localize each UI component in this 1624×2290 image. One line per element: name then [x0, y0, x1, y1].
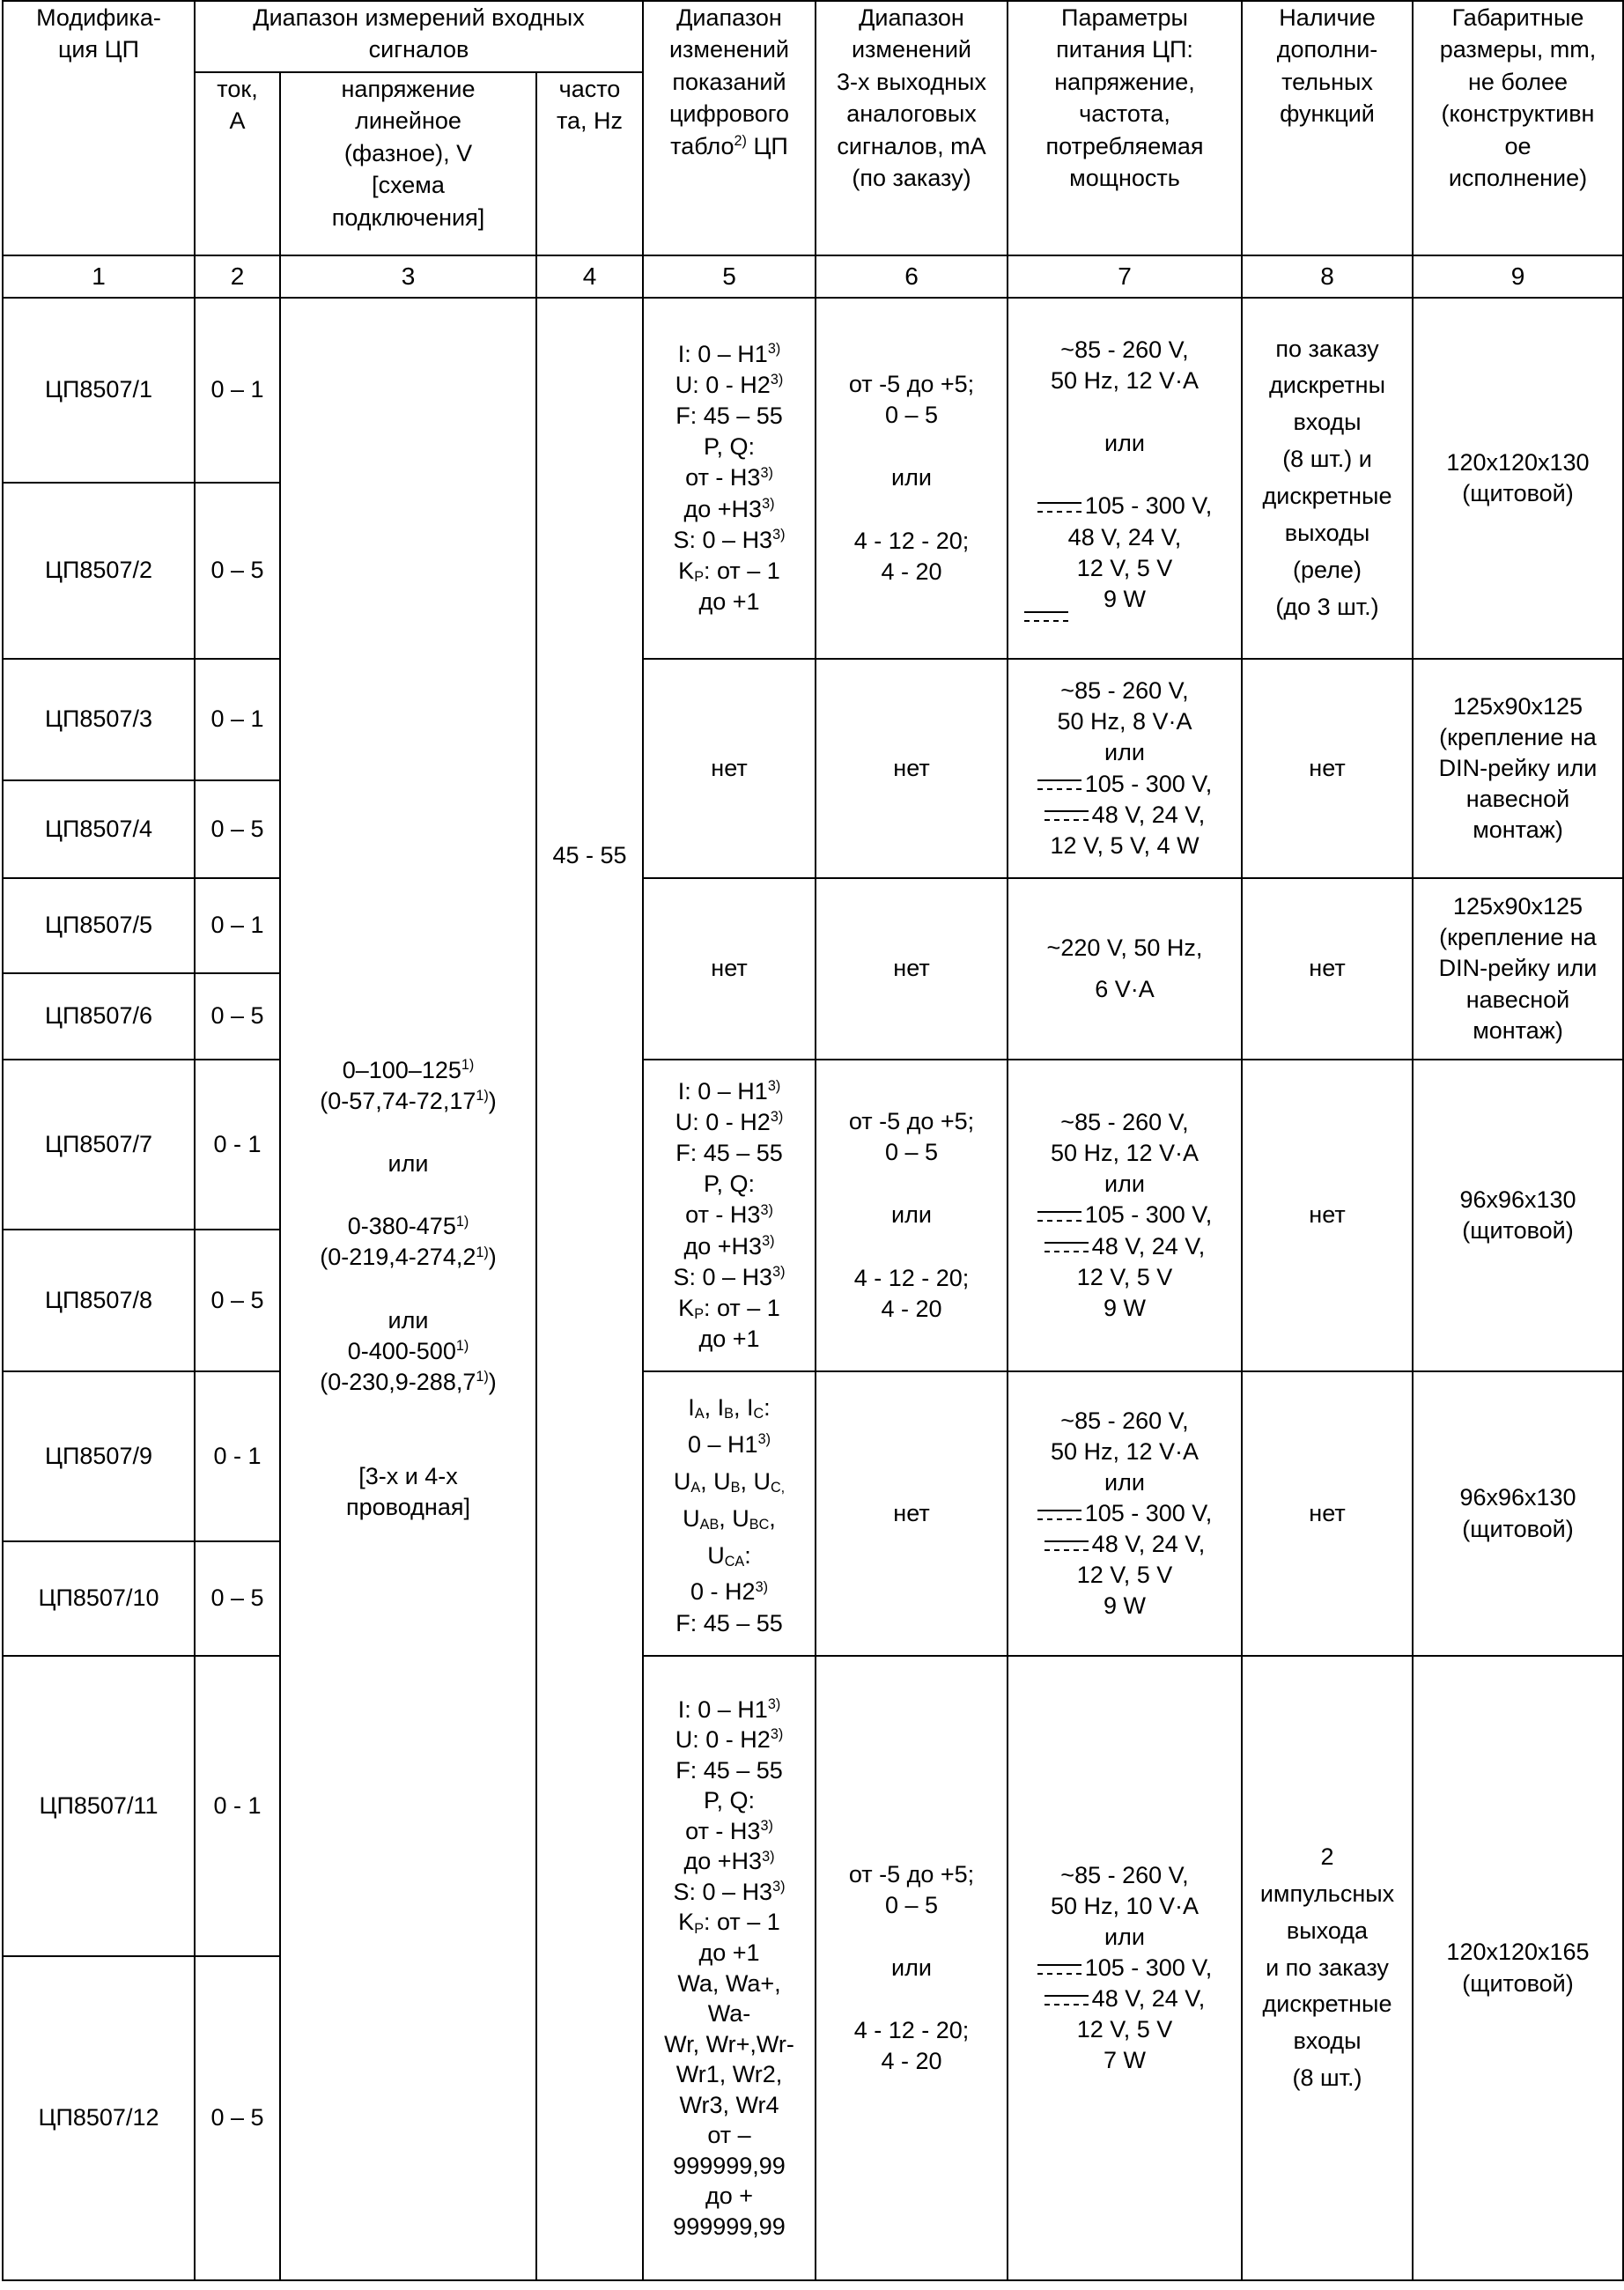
dimensions-cell: 125x90x125 (крепление на DIN-рейку или навесной монтаж)	[1413, 659, 1623, 878]
header-functions: Наличие дополни- тельных функций	[1242, 1, 1413, 255]
col-number: 3	[280, 255, 536, 298]
model-cell: ЦП8507/10	[3, 1541, 195, 1656]
current-cell: 0 – 5	[195, 780, 280, 878]
current-cell: 0 – 1	[195, 298, 280, 483]
dc-symbol-icon	[1037, 779, 1081, 790]
col-number: 2	[195, 255, 280, 298]
outputs-cell: нет	[816, 878, 1008, 1060]
power-cell: ~85 - 260 V, 50 Hz, 12 V·A или 105 - 300 V, 48 V, 24 V, 12 V, 5 V 9 W	[1008, 1371, 1242, 1656]
voltage-common-cell: 0–100–125$^{1)}$ (0-57,74-72,17$^{1)}$) или 0-380-475$^{1)}$ (0-219,4-274,2$^{1)}$) или 0-400-500$^{1)}$ (0-230,9-288,7$^{1)}$) [3-х и 4-х проводная]	[280, 298, 536, 2280]
current-cell: 0 – 5	[195, 1230, 280, 1371]
functions-cell: нет	[1242, 878, 1413, 1060]
header-power: Параметры питания ЦП: напряжение, частота, потребляемая мощность	[1008, 1, 1242, 255]
display-cell: $I_A$, $I_B$, $I_C$: 0 – H1$^{3)}$ $U_A$, $U_B$, $U_{C,}$ $U_{AB}$, $U_{BC}$, $U_{CA}$: 0 - H2$^{3)}$ F: 45 – 55	[643, 1371, 816, 1656]
power-cell: ~220 V, 50 Hz, 6 V·A	[1008, 878, 1242, 1060]
functions-cell: нет	[1242, 1371, 1413, 1656]
display-cell: I: 0 – H1$^{3)}$ U: 0 - H2$^{3)}$ F: 45 – 55 P, Q: от - H3$^{3)}$ до $+H3^{3)}$ S: 0 – H3$^{3)}$ $K_P$: от – 1 до +1	[643, 1060, 816, 1371]
specs-table	[2, 0, 1624, 2281]
col-number: 1	[3, 255, 195, 298]
functions-cell: нет	[1242, 659, 1413, 878]
current-cell: 0 – 1	[195, 659, 280, 780]
header-modification: Модифика- ция ЦП	[3, 1, 195, 255]
col-number: 4	[536, 255, 643, 298]
model-cell: ЦП8507/1	[3, 298, 195, 483]
model-cell: ЦП8507/8	[3, 1230, 195, 1371]
col-number: 6	[816, 255, 1008, 298]
model-cell: ЦП8507/9	[3, 1371, 195, 1541]
dimensions-cell: 96x96x130 (щитовой)	[1413, 1371, 1623, 1656]
model-cell: ЦП8507/7	[3, 1060, 195, 1230]
dimensions-cell: 125x90x125 (крепление на DIN-рейку или навесной монтаж)	[1413, 878, 1623, 1060]
dc-symbol-icon	[1037, 1510, 1081, 1520]
functions-cell: 2 импульсных выхода и по заказу дискретные входы (8 шт.)	[1242, 1656, 1413, 2280]
header-current: ток, А	[195, 72, 280, 255]
outputs-cell: от -5 до +5; 0 – 5 или 4 - 12 - 20; 4 - 20	[816, 1060, 1008, 1371]
model-cell: ЦП8507/6	[3, 973, 195, 1060]
current-cell: 0 - 1	[195, 1060, 280, 1230]
current-cell: 0 – 1	[195, 878, 280, 973]
dc-symbol-icon	[1037, 1964, 1081, 1975]
col-number: 7	[1008, 255, 1242, 298]
dc-symbol-icon	[1045, 1242, 1089, 1252]
display-cell: I: 0 – H1$^{3)}$ U: 0 - H2$^{3)}$ F: 45 – 55 P, Q: от - H3$^{3)}$ до $+H3^{3)}$ S: 0 – H3$^{3)}$ $K_P$: от – 1 до +1	[643, 298, 816, 659]
header-voltage: напряжение линейное (фазное), V [схема подключения]	[280, 72, 536, 255]
dc-symbol-icon	[1045, 1540, 1089, 1551]
functions-cell: по заказу дискретны входы (8 шт.) и дискретные выходы (реле) (до 3 шт.)	[1242, 298, 1413, 659]
current-cell: 0 – 5	[195, 1956, 280, 2280]
dc-symbol-icon	[1045, 1995, 1089, 2006]
dc-symbol-icon	[1024, 611, 1068, 622]
header-input-range: Диапазон измерений входных сигналов	[195, 1, 643, 72]
dimensions-cell: 120x120x165 (щитовой)	[1413, 1656, 1623, 2280]
model-cell: ЦП8507/11	[3, 1656, 195, 1956]
current-cell: 0 – 5	[195, 973, 280, 1060]
header-outputs: Диапазон изменений 3-х выходных аналоговых сигналов, mA (по заказу)	[816, 1, 1008, 255]
functions-cell: нет	[1242, 1060, 1413, 1371]
col-number: 8	[1242, 255, 1413, 298]
display-cell: нет	[643, 878, 816, 1060]
header-dimensions: Габаритные размеры, mm, не более (конструктивн ое исполнение)	[1413, 1, 1623, 255]
dc-symbol-icon	[1037, 502, 1081, 513]
model-cell: ЦП8507/4	[3, 780, 195, 878]
dimensions-cell: 120x120x130 (щитовой)	[1413, 298, 1623, 659]
outputs-cell: от -5 до +5; 0 – 5 или 4 - 12 - 20; 4 - 20	[816, 298, 1008, 659]
current-cell: 0 – 5	[195, 1541, 280, 1656]
col-number: 5	[643, 255, 816, 298]
model-cell: ЦП8507/5	[3, 878, 195, 973]
current-cell: 0 – 5	[195, 483, 280, 659]
model-cell: ЦП8507/2	[3, 483, 195, 659]
outputs-cell: нет	[816, 659, 1008, 878]
display-cell: нет	[643, 659, 816, 878]
power-cell: ~85 - 260 V, 50 Hz, 12 V·A или 105 - 300 V, 48 V, 24 V, 12 V, 5 V 9 W	[1008, 298, 1242, 659]
power-cell: ~85 - 260 V, 50 Hz, 8 V·A или 105 - 300 V, 48 V, 24 V, 12 V, 5 V, 4 W	[1008, 659, 1242, 878]
power-cell: ~85 - 260 V, 50 Hz, 12 V·A или 105 - 300 V, 48 V, 24 V, 12 V, 5 V 9 W	[1008, 1060, 1242, 1371]
col-number: 9	[1413, 255, 1623, 298]
header-frequency: часто та, Hz	[536, 72, 643, 255]
current-cell: 0 - 1	[195, 1371, 280, 1541]
current-cell: 0 - 1	[195, 1656, 280, 1956]
header-display: Диапазон изменений показаний цифрового табло$^{2)}$ ЦП	[643, 1, 816, 255]
outputs-cell: от -5 до +5; 0 – 5 или 4 - 12 - 20; 4 - 20	[816, 1656, 1008, 2280]
dimensions-cell: 96x96x130 (щитовой)	[1413, 1060, 1623, 1371]
model-cell: ЦП8507/12	[3, 1956, 195, 2280]
dc-symbol-icon	[1037, 1211, 1081, 1222]
display-cell: I: 0 – H1$^{3)}$ U: 0 - H2$^{3)}$ F: 45 – 55 P, Q: от - H3$^{3)}$ до $+H3^{3)}$ S: 0 – H3$^{3)}$ $K_P$: от – 1 до +1 Wa, Wa+, Wa- Wr, Wr+,Wr- Wr1, Wr2, Wr3, Wr4 от – 999999,99 до + 999999,99	[643, 1656, 816, 2280]
power-cell: ~85 - 260 V, 50 Hz, 10 V·A или 105 - 300 V, 48 V, 24 V, 12 V, 5 V 7 W	[1008, 1656, 1242, 2280]
dc-symbol-icon	[1045, 810, 1089, 821]
frequency-common-cell: 45 - 55	[536, 298, 643, 2280]
model-cell: ЦП8507/3	[3, 659, 195, 780]
outputs-cell: нет	[816, 1371, 1008, 1656]
